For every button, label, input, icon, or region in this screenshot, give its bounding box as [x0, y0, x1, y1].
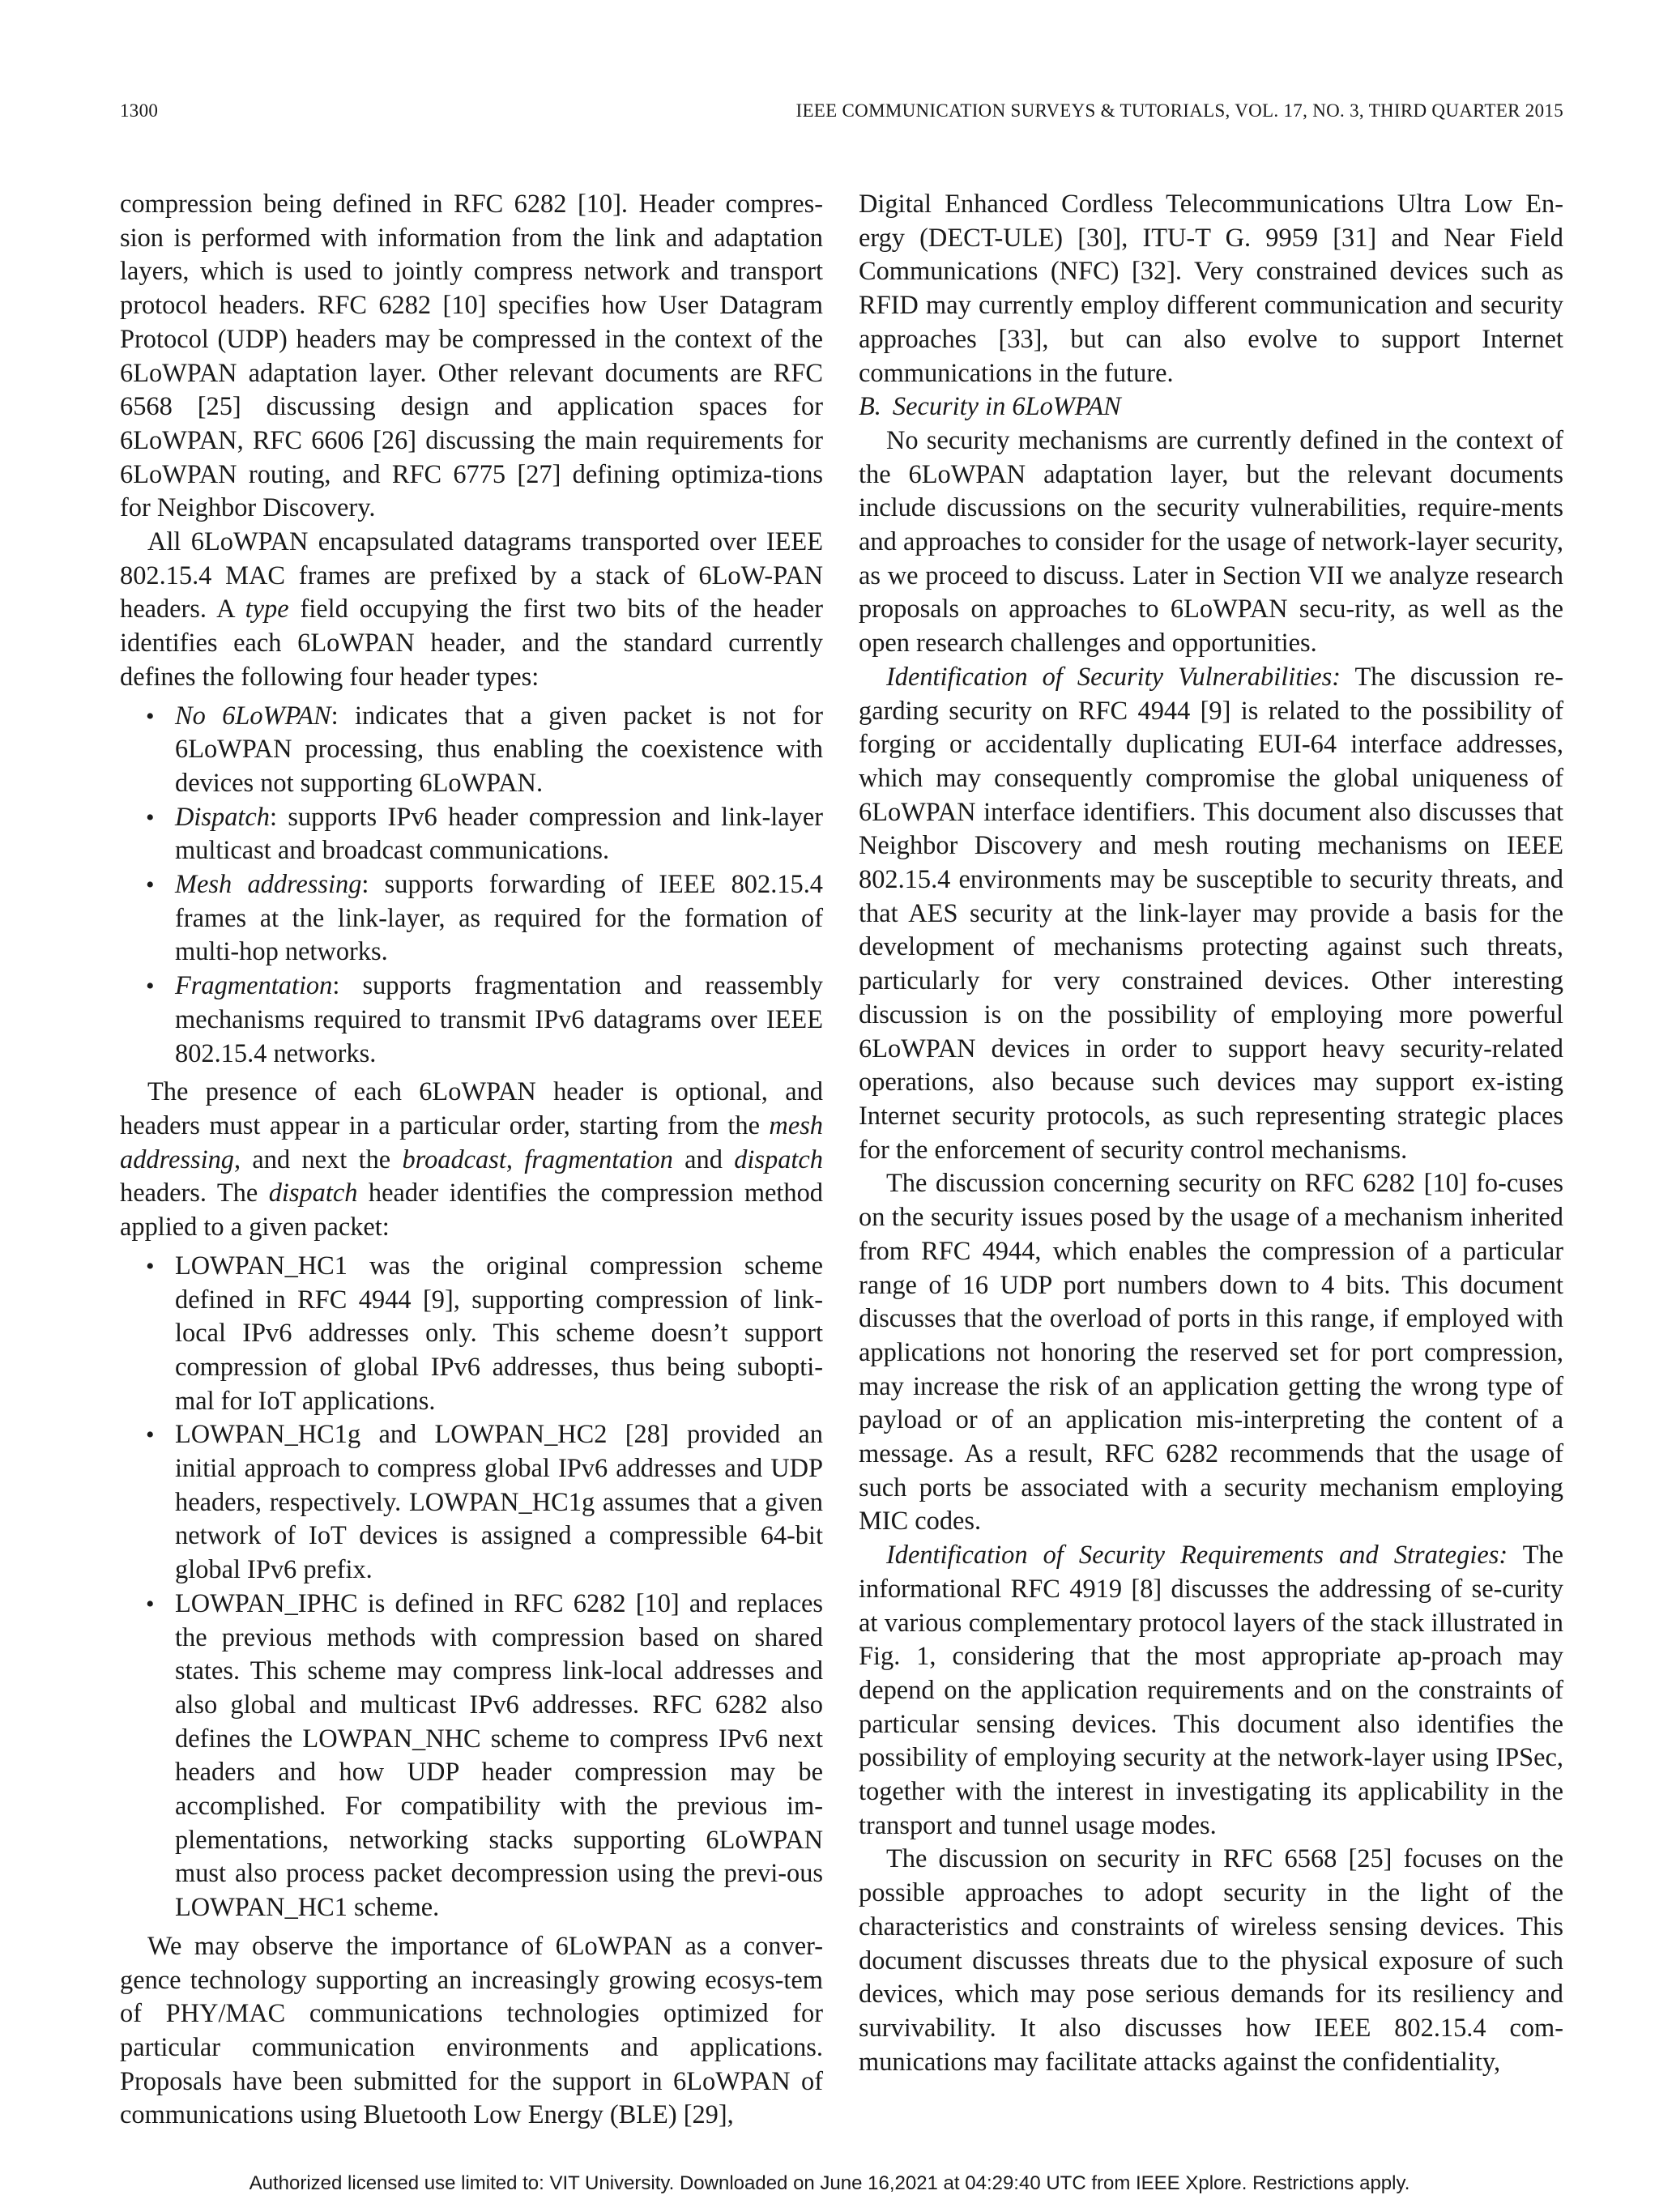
list-item: • Fragmentation: supports fragmentation and reassembly mechanisms required to transmit IPv6 datagrams over IEEE 802.15.4 networks. [146, 971, 823, 1068]
paragraph-compression-intro: compression being defined in RFC 6282 [10]. Header compres-sion is performed with information from the link and adaptation layers, which is used to jointly compress network and transport protocol headers. RFC 6282 [10] specifies how User Datagram Protocol (UDP) headers may be compressed in the context of the 6LoWPAN adaptation layer. Other relevant documents are RFC 6568 [25] discussing design and application spaces for 6LoWPAN, RFC 6606 [26] discussing the main requirements for 6LoWPAN routing, and RFC 6775 [27] defining optimiza-tions for Neighbor Discovery. [120, 190, 823, 523]
paragraph-vulnerabilities: Identification of Security Vulnerabilities: The discussion re-garding security on RFC 4944 [9] is related to the possibility of forging or accidentally duplicating EUI-64 interface addresses, which may consequently compromise the global uniqueness of 6LoWPAN interface identifiers. This document also discusses that Neighbor Discovery and mesh routing mechanisms on IEEE 802.15.4 environments may be susceptible to security threats, and that AES security at the link-layer may provide a basis for the development of mechanisms protecting against such threats, particularly for very constrained devices. Other interesting discussion is on the possibility of employing more powerful 6LoWPAN devices in order to support heavy security-related operations, also because such devices may support ex-isting Internet security protocols, as such representing strategic places for the enforcement of security control mechanisms. [859, 662, 1563, 1165]
compression-schemes-list [120, 1250, 823, 1925]
list-item: • Dispatch: supports IPv6 header compression and link-layer multicast and broadcast communications. [146, 802, 823, 866]
page-number: 1300 [120, 100, 159, 121]
paragraph-no-security: No security mechanisms are currently defined in the context of the 6LoWPAN adaptation layer, but the relevant documents include discussions on the security vulnerabilities, require-ments and approaches to consider for the usage of network-layer security, as we proceed to discuss. Later in Section VII we analyze research proposals on approaches to 6LoWPAN secu-rity, as well as the open research challenges and opportunities. [859, 425, 1563, 658]
paragraph-header-stack: All 6LoWPAN encapsulated datagrams transported over IEEE 802.15.4 MAC frames are prefixed by a stack of 6LoW-PAN headers. A type field occupying the first two bits of the header identifies each 6LoWPAN header, and the standard currently defines the following four header types: [120, 527, 823, 692]
list-item: • No 6LoWPAN: indicates that a given packet is not for 6LoWPAN processing, thus enabling the coexistence with devices not supporting 6LoWPAN. [146, 701, 823, 798]
paragraph-dect-nfc: Digital Enhanced Cordless Telecommunications Ultra Low En-ergy (DECT-ULE) [30], ITU-T G. 9959 [31] and Near Field Communications (NFC) [32]. Very constrained devices such as RFID may currently employ different communication and security approaches [33], but can also evolve to support Internet communications in the future. [859, 190, 1563, 388]
header-types-list [120, 700, 823, 1072]
list-item: • Mesh addressing: supports forwarding of IEEE 802.15.4 frames at the link-layer, as required for the formation of multi-hop networks. [146, 870, 823, 967]
list-item: • LOWPAN_HC1 was the original compression scheme defined in RFC 4944 [9], supporting compression of link-local IPv6 addresses only. This scheme doesn’t support compression of global IPv6 addresses, thus being subopti-mal for IoT applications. [146, 1251, 823, 1416]
paragraph-rfc6282-security: The discussion concerning security on RFC 6282 [10] fo-cuses on the security issues posed by the usage of a mechanism inherited from RFC 4944, which enables the compression of a particular range of 16 UDP port numbers down to 4 bits. This document discusses that the overload of ports in this range, if employed with applications not honoring the reserved set for port compression, may increase the risk of an application getting the wrong type of payload or of an application mis-interpreting the content of a message. As a result, RFC 6282 recommends that the usage of such ports be associated with a security mechanism employing MIC codes. [859, 1169, 1563, 1536]
paragraph-rfc6568: The discussion on security in RFC 6568 [25] focuses on the possible approaches to adopt security in the light of the characteristics and constraints of wireless sensing devices. This document discusses threats due to the physical exposure of such devices, which may pose serious demands for its resiliency and survivability. It also discusses how IEEE 802.15.4 com-munications may facilitate attacks against the confidentiality, [859, 1844, 1563, 2077]
right-column [859, 188, 1563, 2079]
license-footer: Authorized licensed use limited to: VIT University. Downloaded on June 16,2021 at 04:29:40 UTC from IEEE Xplore. Restrictions apply. [249, 2172, 1410, 2194]
list-item: • LOWPAN_IPHC is defined in RFC 6282 [10] and replaces the previous methods with compression based on shared states. This scheme may compress link-local addresses and also global and multicast IPv6 addresses. RFC 6282 also defines the LOWPAN_NHC scheme to compress IPv6 next headers and how UDP header compression may be accomplished. For compatibility with the previous im-plementations, networking stacks supporting 6LoWPAN must also process packet decompression using the previ-ous LOWPAN_HC1 scheme. [146, 1588, 823, 1923]
journal-running-header: IEEE COMMUNICATION SURVEYS & TUTORIALS, VOL. 17, NO. 3, THIRD QUARTER 2015 [795, 100, 1563, 121]
section-heading: B. Security in 6LoWPAN [859, 392, 1121, 422]
paragraph-requirements: Identification of Security Requirements and Strategies: The informational RFC 4919 [8] discusses the addressing of se-curity at various complementary protocol layers of the stack illustrated in Fig. 1, considering that the most appropriate ap-proach may depend on the application requirements and on the constraints of particular sensing devices. This document also identifies the possibility of employing security at the network-layer using IPSec, together with the interest in investigating its applicability in the transport and tunnel usage modes. [859, 1541, 1563, 1840]
list-item: • LOWPAN_HC1g and LOWPAN_HC2 [28] provided an initial approach to compress global IPv6 addresses and UDP headers, respectively. LOWPAN_HC1g assumes that a given network of IoT devices is assigned a compressible 64-bit global IPv6 prefix. [146, 1420, 823, 1585]
paragraph-header-order: The presence of each 6LoWPAN header is optional, and headers must appear in a particular order, starting from the mesh addressing, and next the broadcast, fragmentation and dispatch headers. The dispatch header identifies the compression method applied to a given packet: [120, 1077, 823, 1242]
paragraph-convergence: We may observe the importance of 6LoWPAN as a conver-gence technology supporting an increasingly growing ecosys-tem of PHY/MAC communications technologies optimized for particular communication environments and applications. Proposals have been submitted for the support in 6LoWPAN of communications using Bluetooth Low Energy (BLE) [29], [120, 1931, 823, 2130]
left-column [120, 188, 823, 2133]
